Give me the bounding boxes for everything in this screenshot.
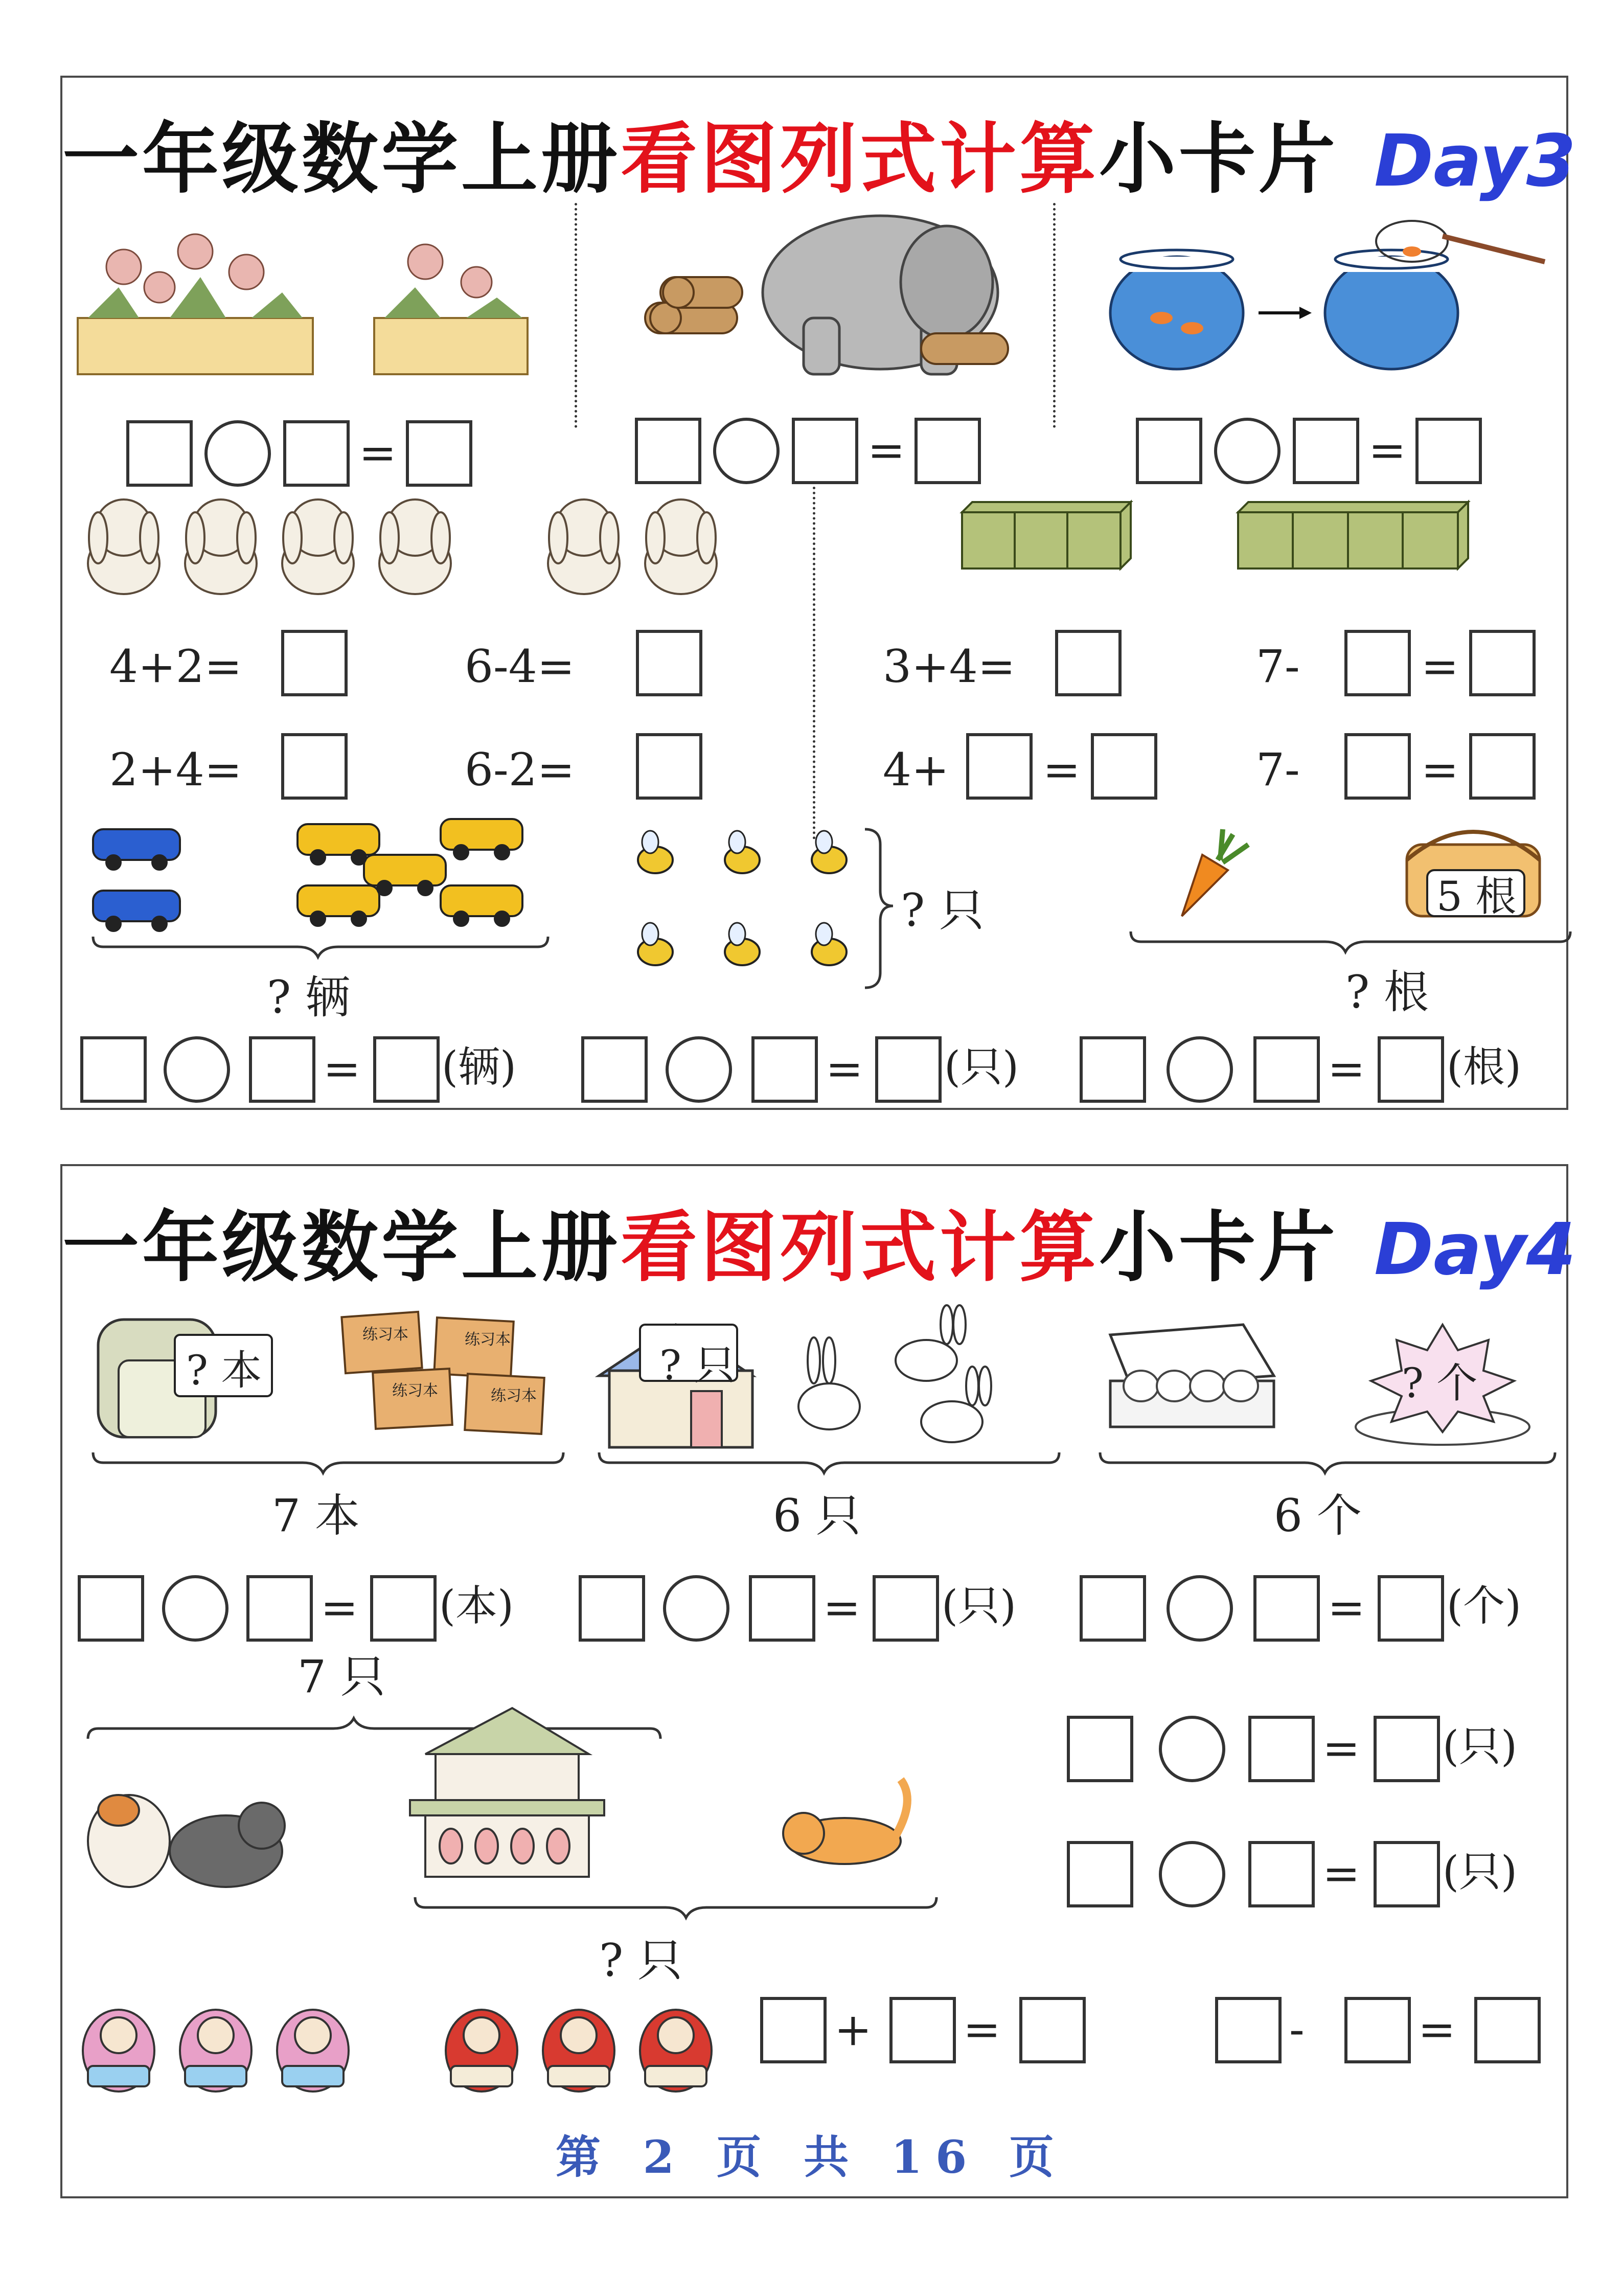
flowers-picture [78, 231, 548, 379]
answer-box[interactable] [579, 1575, 645, 1642]
operator-circle[interactable] [663, 1575, 729, 1642]
operator-circle[interactable] [204, 420, 271, 487]
page-footer: 第 2 页 共 16 页 [556, 2130, 1067, 2184]
answer-box[interactable] [1080, 1575, 1146, 1642]
operator-circle[interactable] [1214, 418, 1281, 484]
answer-box[interactable] [1469, 630, 1536, 696]
answer-box[interactable] [246, 1575, 313, 1642]
answer-box[interactable] [1055, 630, 1122, 696]
equals-sign: = [1418, 2003, 1456, 2056]
unit-label: (只) [942, 1582, 1016, 1630]
answer-box[interactable] [915, 418, 981, 484]
elephant-logs-picture [635, 206, 1034, 379]
answer-box[interactable] [1248, 1841, 1315, 1907]
unit-label: (辆) [442, 1043, 516, 1092]
equation-text: 7- [1256, 640, 1300, 693]
rabbit-toys-picture [78, 492, 804, 599]
equals-sign: = [867, 424, 905, 476]
answer-box[interactable] [792, 418, 858, 484]
answer-box[interactable] [749, 1575, 815, 1642]
equals-sign: = [321, 1581, 358, 1634]
equals-sign: = [323, 1042, 361, 1095]
answer-box[interactable] [1248, 1716, 1315, 1782]
unit-label: (本) [439, 1582, 514, 1630]
cats-total-label: 7 只 [298, 1650, 385, 1703]
answer-box[interactable] [1067, 1841, 1133, 1907]
equals-sign: = [963, 2003, 1001, 2056]
answer-box[interactable] [1378, 1575, 1444, 1642]
operator-circle[interactable] [1159, 1841, 1225, 1907]
books-total-label: 7 本 [272, 1489, 360, 1542]
equals-sign: = [1043, 743, 1081, 796]
answer-box[interactable] [1344, 733, 1411, 800]
unit-label: (根) [1447, 1043, 1521, 1092]
cats-house-picture [78, 1698, 947, 1913]
equation-text: 4+ [883, 743, 949, 796]
unit-label: (只) [944, 1043, 1019, 1092]
card-title: 一年级数学上册看图列式计算小卡片 Day3 [62, 115, 1576, 204]
answer-box[interactable] [1374, 1841, 1440, 1907]
answer-box[interactable] [889, 1997, 956, 2063]
eggs-total-label: 6 个 [1274, 1489, 1362, 1542]
equation-text: 2+4= [109, 743, 242, 796]
answer-box[interactable] [636, 630, 702, 696]
equals-sign: = [359, 426, 397, 479]
book-label: 练习本 [392, 1382, 438, 1400]
equation-text: 6-4= [465, 640, 575, 693]
equals-sign: = [1322, 1847, 1360, 1900]
answer-box[interactable] [966, 733, 1033, 800]
equals-sign: = [1328, 1042, 1365, 1095]
cats-question-label: ? 只 [599, 1934, 683, 1987]
answer-box[interactable] [1080, 1036, 1146, 1103]
answer-box[interactable] [1344, 630, 1411, 696]
book-label: 练习本 [491, 1387, 537, 1405]
answer-box[interactable] [635, 418, 701, 484]
equation-text: 7- [1256, 743, 1300, 796]
minus-sign: - [1289, 2003, 1305, 2056]
answer-box[interactable] [249, 1036, 315, 1103]
answer-box[interactable] [760, 1997, 827, 2063]
answer-box[interactable] [1344, 1997, 1411, 2063]
answer-box[interactable] [373, 1036, 440, 1103]
equation-text: 6-2= [465, 743, 575, 796]
house-label: ? 只 [659, 1342, 736, 1389]
operator-circle[interactable] [1167, 1036, 1233, 1103]
card-title: 一年级数学上册看图列式计算小卡片 Day4 [62, 1203, 1576, 1292]
answer-box[interactable] [1378, 1036, 1444, 1103]
equals-sign: = [1421, 640, 1459, 693]
operator-circle[interactable] [713, 418, 780, 484]
book-label: 练习本 [465, 1331, 511, 1349]
eggs-plate-picture [1090, 1304, 1560, 1473]
operator-circle[interactable] [1167, 1575, 1233, 1642]
answer-box[interactable] [1253, 1575, 1320, 1642]
rabbits-total-label: 6 只 [773, 1489, 861, 1542]
answer-box[interactable] [1293, 418, 1359, 484]
book-label: 练习本 [362, 1326, 408, 1344]
equals-sign: = [1328, 1581, 1365, 1634]
unit-label: (只) [1443, 1722, 1517, 1771]
operator-circle[interactable] [666, 1036, 732, 1103]
answer-box[interactable] [78, 1575, 144, 1642]
answer-box[interactable] [281, 733, 348, 800]
answer-box[interactable] [873, 1575, 939, 1642]
divider [1053, 203, 1056, 428]
answer-box[interactable] [283, 420, 350, 487]
divider [813, 487, 815, 839]
answer-box[interactable] [1469, 733, 1536, 800]
cars-picture [83, 819, 584, 952]
unit-label: (个) [1447, 1582, 1521, 1630]
cars-question-label: ? 辆 [267, 971, 351, 1024]
answer-box[interactable] [1091, 733, 1157, 800]
answer-box[interactable] [751, 1036, 818, 1103]
bees-picture [625, 824, 901, 993]
answer-box[interactable] [1136, 418, 1202, 484]
card-day3 [60, 76, 1576, 1110]
plate-label: ? 个 [1402, 1359, 1478, 1407]
nesting-dolls-picture [78, 1989, 768, 2097]
answer-box[interactable] [1474, 1997, 1541, 2063]
answer-box[interactable] [581, 1036, 648, 1103]
equals-sign: = [1368, 424, 1406, 476]
equals-sign: = [823, 1581, 861, 1634]
answer-box[interactable] [281, 630, 348, 696]
answer-box[interactable] [1374, 1716, 1440, 1782]
answer-box[interactable] [1019, 1997, 1086, 2063]
answer-box[interactable] [875, 1036, 942, 1103]
answer-box[interactable] [1415, 418, 1482, 484]
basket-label: 5 根 [1436, 873, 1517, 920]
equals-sign: = [826, 1042, 863, 1095]
equation-text: 3+4= [883, 640, 1016, 693]
answer-box[interactable] [406, 420, 472, 487]
answer-box[interactable] [1253, 1036, 1320, 1103]
operator-circle[interactable] [164, 1036, 230, 1103]
answer-box[interactable] [80, 1036, 147, 1103]
answer-box[interactable] [126, 420, 193, 487]
fishbowl-picture [1105, 211, 1555, 379]
equation-text: 4+2= [109, 640, 242, 693]
answer-box[interactable] [636, 733, 702, 800]
answer-box[interactable] [1215, 1997, 1282, 2063]
operator-circle[interactable] [162, 1575, 228, 1642]
bag-label: ? 本 [186, 1347, 262, 1394]
equals-sign: = [1322, 1722, 1360, 1775]
card-day4 [60, 1164, 1576, 2198]
plus-sign: + [834, 2003, 872, 2056]
bees-question-label: ? 只 [901, 884, 985, 937]
carrots-question-label: ? 根 [1345, 966, 1429, 1018]
unit-label: (只) [1443, 1848, 1517, 1896]
answer-box[interactable] [370, 1575, 437, 1642]
divider [575, 203, 577, 428]
answer-box[interactable] [1067, 1716, 1133, 1782]
cubes-picture [952, 502, 1540, 584]
equals-sign: = [1421, 743, 1459, 796]
operator-circle[interactable] [1159, 1716, 1225, 1782]
